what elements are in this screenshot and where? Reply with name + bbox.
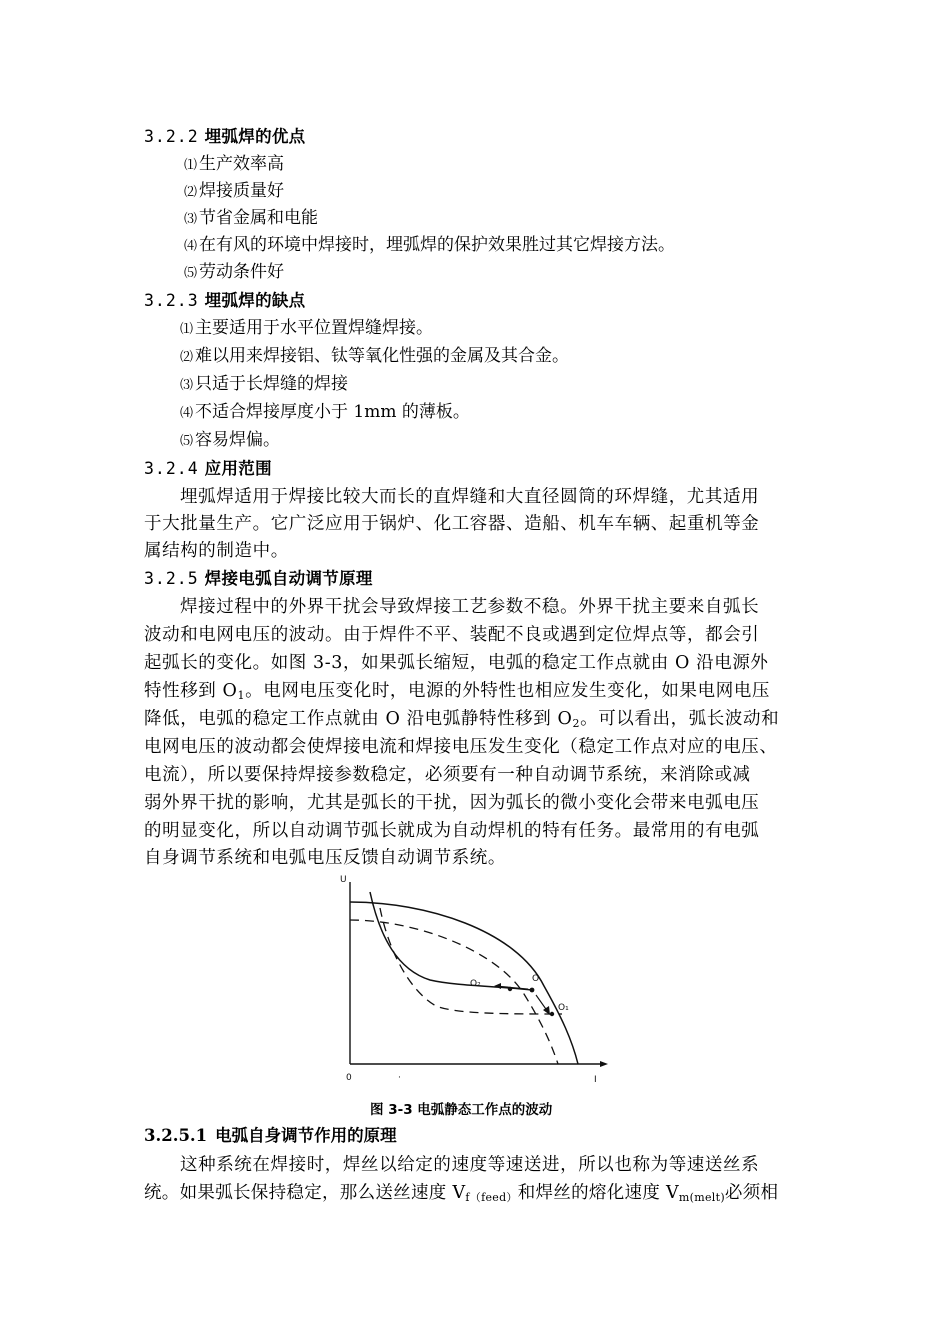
section-heading-3-2-5: 3.2.5 焊接电弧自动调节原理 bbox=[144, 569, 373, 588]
list-item: ⑴ 生产效率高 bbox=[184, 154, 285, 174]
paragraph-line: 降低，电弧的稳定工作点就由 O 沿电弧静特性移到 $O_2$。可以看出，弧长波动和 bbox=[144, 709, 780, 730]
paragraph-line: 焊接过程中的外界干扰会导致焊接工艺参数不稳。外界干扰主要来自弧长 bbox=[180, 597, 760, 617]
section-heading-3-2-2: 3.2.2 埋弧焊的优点 bbox=[144, 127, 306, 146]
paragraph-line: 特性移到 $O_1$。电网电压变化时，电源的外特性也相应发生变化，如果电网电压 bbox=[144, 681, 771, 702]
shift-arrowhead-o2 bbox=[494, 983, 501, 989]
paragraph-line: 波动和电网电压的波动。由于焊件不平、装配不良或遇到定位焊点等，都会引 bbox=[144, 625, 760, 645]
paragraph-line: 于大批量生产。它广泛应用于锅炉、化工容器、造船、机车车辆、起重机等金 bbox=[144, 514, 760, 534]
paragraph-line: 起弧长的变化。如图 3-3，如果弧长缩短，电弧的稳定工作点就由 O 沿电源外 bbox=[144, 653, 769, 673]
paragraph-line: 弱外界干扰的影响，尤其是弧长的干扰，因为弧长的微小变化会带来电弧电压 bbox=[144, 793, 760, 813]
paragraph-line: 的明显变化，所以自动调节弧长就成为自动焊机的特有任务。最常用的有电弧 bbox=[144, 821, 760, 841]
i-axis-label: I bbox=[594, 1075, 597, 1085]
arc-static-operating-point-figure bbox=[336, 868, 616, 1090]
list-item: ⑵ 焊接质量好 bbox=[184, 181, 285, 201]
list-item: ⑸ 劳动条件好 bbox=[184, 262, 285, 282]
list-item: ⑴ 主要适用于水平位置焊缝焊接。 bbox=[180, 318, 434, 338]
operating-point-o bbox=[530, 988, 535, 993]
list-item: ⑶ 节省金属和电能 bbox=[184, 208, 319, 228]
list-item: ⑸ 容易焊偏。 bbox=[180, 430, 281, 450]
u-axis-label: U bbox=[340, 875, 347, 885]
paragraph-line: 自身调节系统和电弧电压反馈自动调节系统。 bbox=[144, 848, 506, 868]
operating-point-o1 bbox=[550, 1012, 554, 1016]
paragraph-line: 这种系统在焊接时，焊丝以给定的速度等速送进，所以也称为等速送丝系 bbox=[180, 1155, 760, 1175]
paragraph-line: 埋弧焊适用于焊接比较大而长的直焊缝和大直径圆筒的环焊缝，尤其适用 bbox=[180, 487, 760, 507]
label-o2: O₂ bbox=[470, 979, 481, 989]
tick-mark: · bbox=[398, 1073, 401, 1083]
list-item: ⑷ 在有风的环境中焊接时，埋弧焊的保护效果胜过其它焊接方法。 bbox=[184, 235, 676, 255]
section-heading-3-2-5-1: 3.2.5.1 电弧自身调节作用的原理 bbox=[144, 1126, 397, 1145]
arc-static-characteristic-short bbox=[380, 908, 562, 1014]
figure-caption: 图 3-3 电弧静态工作点的波动 bbox=[370, 1102, 553, 1118]
paragraph-line: 电流），所以要保持焊接参数稳定，必须要有一种自动调节系统，来消除或减 bbox=[144, 765, 751, 785]
list-item: ⑷ 不适合焊接厚度小于 1mm 的薄板。 bbox=[180, 402, 470, 422]
i-axis-arrow bbox=[600, 1061, 608, 1067]
power-source-characteristic-reduced bbox=[350, 920, 558, 1064]
paragraph-line: 电网电压的波动都会使焊接电流和焊接电压发生变化（稳定工作点对应的电压、 bbox=[144, 737, 778, 757]
paragraph-line: 属结构的制造中。 bbox=[144, 541, 289, 561]
origin-label: 0 bbox=[346, 1073, 352, 1083]
paragraph-line: 统。如果弧长保持稳定，那么送丝速度 $V_{f(feed)}$和焊丝的熔化速度 $V_{m(melt)}$必须相 bbox=[144, 1183, 779, 1204]
section-heading-3-2-4: 3.2.4 应用范围 bbox=[144, 459, 272, 478]
label-o: O bbox=[532, 974, 540, 984]
list-item: ⑵ 难以用来焊接铝、钛等氧化性强的金属及其合金。 bbox=[180, 346, 570, 366]
list-item: ⑶ 只适于长焊缝的焊接 bbox=[180, 374, 349, 394]
label-o1: O₁ bbox=[558, 1003, 569, 1013]
section-heading-3-2-3: 3.2.3 埋弧焊的缺点 bbox=[144, 291, 306, 310]
